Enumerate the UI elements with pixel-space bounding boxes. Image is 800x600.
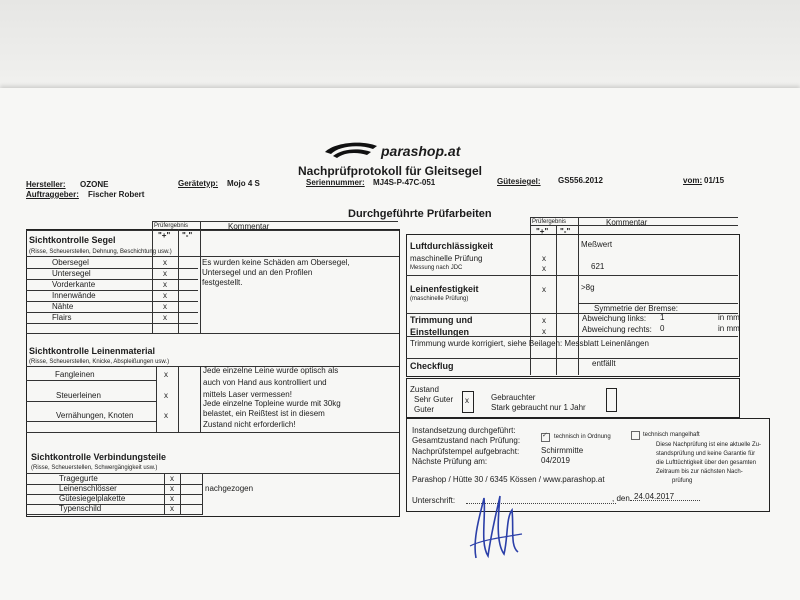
brand-name: parashop.at: [381, 143, 461, 159]
verbindung-row-comment: nachgezogen: [205, 484, 254, 493]
paraglider-logo-icon: [323, 140, 379, 162]
abw-rechts-value: 0: [660, 324, 665, 333]
naechste-value: 04/2019: [541, 456, 570, 465]
row-divider: [26, 380, 156, 381]
auftrag-label: Auftraggeber:: [26, 190, 79, 199]
row-divider: [26, 323, 198, 324]
zustand-guter: Guter: [414, 405, 435, 414]
zustand-box: [406, 378, 740, 418]
verbindung-row-mark: x: [170, 484, 174, 493]
leinen-comment-2: auch von Hand aus kontrolliert und: [203, 378, 327, 387]
serien-label: Seriennummer:: [306, 178, 365, 187]
luft-mark-2: x: [542, 264, 546, 273]
guete-value: GS556.2012: [558, 176, 603, 185]
zustand-gebrauchter: Gebrauchter: [491, 393, 536, 402]
luft-title: Luftdurchlässigkeit: [410, 241, 494, 251]
leinen-subtitle: (Risse, Scheuerstellen, Knicke, Abspleißungen usw.): [29, 359, 170, 365]
segel-row-label: Nähte: [52, 302, 74, 311]
section-title: Durchgeführte Prüfarbeiten: [348, 208, 492, 220]
leinen-row-label: Steuerleinen: [56, 391, 101, 400]
verbindung-subtitle: (Risse, Scheuerstellen, Schwergängigkeit usw.): [31, 465, 158, 471]
festig-value: >8g: [581, 283, 595, 292]
brand-logo: [323, 140, 483, 162]
row-divider: [26, 514, 202, 515]
left-kommentar-header: Kommentar: [228, 222, 270, 231]
left-plus-header: "+": [158, 231, 171, 240]
segel-row-mark: x: [163, 269, 167, 278]
luft-mark-1: x: [542, 254, 546, 263]
segel-title: Sichtkontrolle Segel: [29, 235, 116, 245]
abw-links-unit: in mm: [718, 313, 740, 322]
guete-label: Gütesiegel:: [497, 177, 541, 186]
luft-sub-1: maschinelle Prüfung: [410, 254, 483, 263]
zustand-used-checkbox[interactable]: [606, 388, 617, 412]
hersteller-value: OZONE: [80, 180, 109, 189]
zustand-good-mark: x: [465, 396, 469, 405]
segel-row-mark: x: [163, 313, 167, 322]
luft-sub-2: Messung nach JDC: [410, 265, 463, 271]
leinen-row-label: Fangleinen: [55, 370, 95, 379]
messwert-label: Meßwert: [581, 240, 613, 249]
leinen-comment-5: belastet, ein Reißtest ist in diesem: [203, 409, 325, 418]
right-plus-header: "+": [536, 227, 549, 236]
opt-ok-check-icon: ✓: [542, 432, 548, 439]
leinen-comment-3: mittels Laser vermessen!: [203, 390, 292, 399]
serien-value: MJ4S-P-47C-051: [373, 178, 436, 187]
page-underneath: [0, 0, 800, 90]
segel-subtitle: (Risse, Scheuerstellen, Dehnung, Beschichtung usw.): [29, 249, 172, 255]
festig-title: Leinenfestigkeit: [410, 284, 479, 294]
verbindung-row-label: Gütesiegelplakette: [59, 494, 126, 503]
left-minus-header: "-": [182, 231, 193, 240]
symmetrie-label: Symmetrie der Bremse:: [594, 304, 679, 313]
stempel-label: Nachprüfstempel aufgebracht:: [412, 447, 520, 456]
verbindung-row-label: Typenschild: [59, 504, 102, 513]
den-label: , den: [612, 494, 630, 503]
leinen-title: Sichtkontrolle Leinenmaterial: [29, 346, 156, 356]
segel-row-label: Untersegel: [52, 269, 91, 278]
gesamt-label: Gesamtzustand nach Prüfung:: [412, 436, 521, 445]
instand-title: Instandsetzung durchgeführt:: [412, 426, 516, 435]
opt-bad-checkbox[interactable]: [631, 431, 640, 440]
leinen-row-label: Vernähungen, Knoten: [56, 411, 134, 420]
leinen-comment-4: Jede einzelne Topleine wurde mit 30kg: [203, 399, 341, 408]
leinen-row-mark: x: [164, 370, 168, 379]
zustand-stark: Stark gebraucht nur 1 Jahr: [491, 403, 586, 412]
right-pruef-header: Prüfergebnis: [532, 219, 567, 225]
segel-row-mark: x: [163, 291, 167, 300]
doc-title: Nachprüfprotokoll für Gleitsegel: [298, 164, 483, 178]
stempel-value: Schirmmitte: [541, 446, 584, 455]
opt-bad-label: technisch mangelhaft: [643, 432, 700, 438]
verbindung-row-mark: x: [170, 504, 174, 513]
trimm-title-1: Trimmung und: [410, 315, 473, 325]
vom-value: 01/15: [704, 176, 725, 185]
festig-subtitle: (maschinelle Prüfung): [410, 296, 469, 302]
naechste-label: Nächste Prüfung am:: [412, 457, 488, 466]
festig-mark: x: [542, 285, 546, 294]
segel-comment-2: Untersegel und an den Profilen: [202, 268, 313, 277]
segel-row-mark: x: [163, 302, 167, 311]
auftrag-value: Fischer Robert: [88, 190, 145, 199]
messwert-value: 621: [591, 262, 605, 271]
left-pruef-header: Prüfergebnis: [154, 223, 189, 229]
verbindung-row-mark: x: [170, 474, 174, 483]
zustand-sehr-guter: Sehr Guter: [414, 395, 454, 404]
trimm-mark-1: x: [542, 316, 546, 325]
segel-comment-1: Es wurden keine Schäden am Obersegel,: [202, 258, 350, 267]
segel-row-mark: x: [163, 280, 167, 289]
leinen-row-mark: x: [164, 391, 168, 400]
verbindung-row-mark: x: [170, 494, 174, 503]
segel-row-label: Obersegel: [52, 258, 89, 267]
trimm-note: Trimmung wurde korrigiert, siehe Beilagen: Messblatt Leinenlängen: [410, 339, 649, 348]
right-kommentar-header: Kommentar: [606, 218, 648, 227]
vom-label: vom:: [683, 176, 703, 185]
disclaimer-5: prüfung: [672, 478, 693, 484]
check-title: Checkflug: [410, 361, 454, 371]
abw-rechts-label: Abweichung rechts:: [582, 325, 652, 334]
opt-ok-label: technisch in Ordnung: [554, 434, 611, 440]
abw-links-label: Abweichung links:: [582, 314, 647, 323]
disclaimer-2: standsprüfung und keine Garantie für: [656, 451, 756, 457]
segel-comment-3: festgestellt.: [202, 278, 243, 287]
disclaimer-1: Diese Nachprüfung ist eine aktuelle Zu-: [656, 442, 762, 448]
trimm-mark-2: x: [542, 327, 546, 336]
verbindung-row-label: Leinenschlösser: [59, 484, 117, 493]
row-divider: [26, 421, 156, 422]
trimm-title-2: Einstellungen: [410, 327, 470, 337]
unterschrift-label: Unterschrift:: [412, 496, 456, 505]
disclaimer-4: Zeitraum bis zur nächsten Nach-: [656, 469, 743, 475]
leinen-row-mark: x: [164, 411, 168, 420]
row-divider: [26, 401, 156, 402]
segel-row-label: Vorderkante: [52, 280, 96, 289]
signature: [462, 488, 532, 568]
geraetetyp-label: Gerätetyp:: [178, 179, 219, 188]
verbindung-row-label: Tragegurte: [59, 474, 98, 483]
leinen-comment-6: Zustand nicht erforderlich!: [203, 420, 296, 429]
date-value: 24.04.2017: [634, 492, 675, 501]
zustand-title: Zustand: [410, 385, 439, 394]
right-minus-header: "-": [560, 227, 571, 236]
segel-row-mark: x: [163, 258, 167, 267]
hersteller-label: Hersteller:: [26, 180, 66, 189]
abw-links-value: 1: [660, 313, 665, 322]
address: Parashop / Hütte 30 / 6345 Kössen / www.parashop.at: [412, 475, 605, 484]
segel-row-label: Innenwände: [52, 291, 96, 300]
abw-rechts-unit: in mm: [718, 324, 740, 333]
leinen-comment-1: Jede einzelne Leine wurde optisch als: [203, 366, 339, 375]
geraetetyp-value: Mojo 4 S: [227, 179, 260, 188]
verbindung-title: Sichtkontrolle Verbindungsteile: [31, 452, 167, 462]
disclaimer-3: die Lufttüchtigkeit über den gesamten: [656, 460, 757, 466]
segel-row-label: Flairs: [52, 313, 72, 322]
check-value: entfällt: [592, 359, 616, 368]
